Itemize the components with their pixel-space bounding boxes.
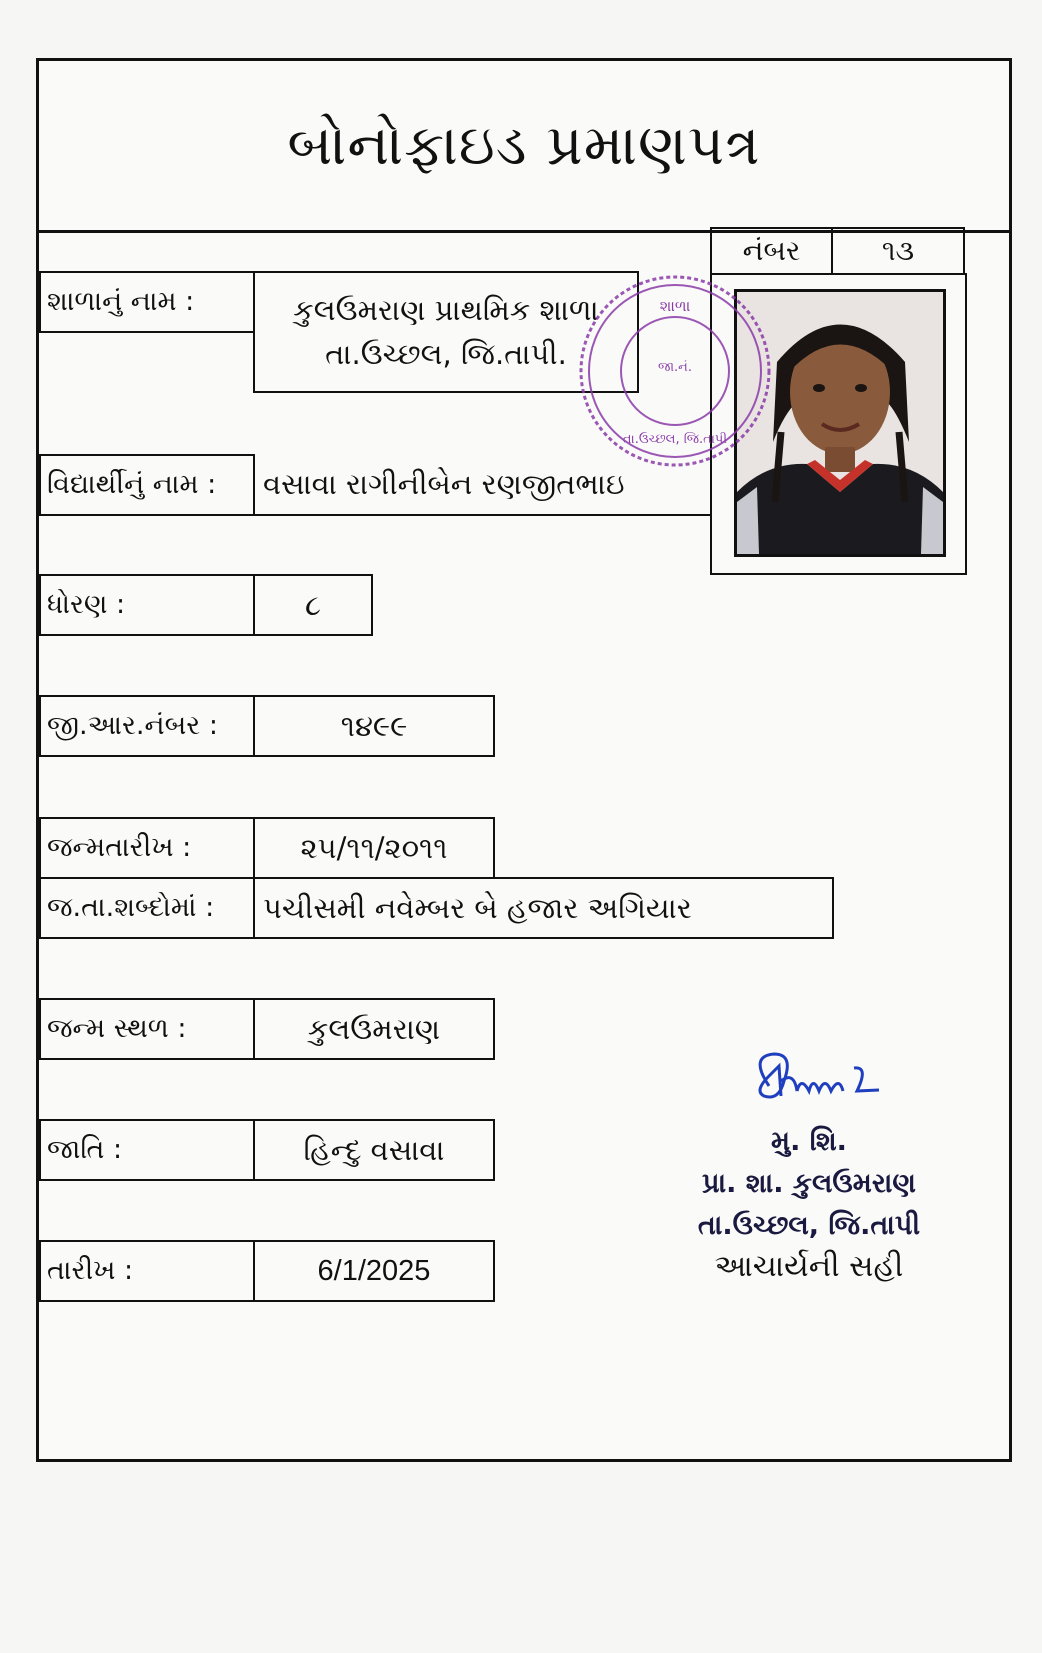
- date-value: 6/1/2025: [253, 1240, 495, 1302]
- standard-label: ધોરણ :: [39, 574, 255, 636]
- certificate-frame: [36, 58, 1012, 1462]
- birth-place-label: જન્મ સ્થળ :: [39, 998, 255, 1060]
- designation-line2: પ્રા. શા. કુલઉમરાણ: [702, 1168, 916, 1199]
- number-label: નંબર: [710, 227, 833, 275]
- school-name-line1: કુલઉમરાણ પ્રાથમિક શાળા: [293, 293, 599, 327]
- stamp-middle-text: જા.નં.: [657, 360, 693, 375]
- stamp-top-text: શાળા: [659, 297, 691, 315]
- student-name-value: વસાવા રાગીનીબેન રણજીતભાઇ: [253, 454, 712, 516]
- designation-line1: મુ. શિ.: [771, 1126, 847, 1157]
- student-name-label: વિદ્યાર્થીનું નામ :: [39, 454, 255, 516]
- signature-caption: આચાર્યની સહી: [714, 1249, 904, 1284]
- number-value: ૧૩: [831, 227, 965, 275]
- birth-date-value: ૨૫/૧૧/૨૦૧૧: [253, 817, 495, 879]
- gr-number-value: ૧૪૯૯: [253, 695, 495, 757]
- caste-value: હિન્દુ વસાવા: [253, 1119, 495, 1181]
- designation-line3: તા.ઉચ્છલ, જિ.તાપી: [697, 1210, 921, 1241]
- birth-date-label: જન્મતારીખ :: [39, 817, 255, 879]
- school-name-label: શાળાનું નામ :: [39, 271, 255, 333]
- principal-designation: [639, 1121, 979, 1247]
- school-stamp-icon: [575, 271, 775, 471]
- date-label: તારીખ :: [39, 1240, 255, 1302]
- certificate-title: બોનોફાઇડ પ્રમાણપત્ર: [39, 61, 1009, 233]
- stamp-bottom-text: તા.ઉચ્છલ, જિ.તાપી: [622, 432, 728, 447]
- birth-date-words-value: પચીસમી નવેમ્બર બે હજાર અગિયાર: [253, 877, 834, 939]
- gr-number-label: જી.આર.નંબર :: [39, 695, 255, 757]
- caste-label: જાતિ :: [39, 1119, 255, 1181]
- birth-place-value: કુલઉમરાણ: [253, 998, 495, 1060]
- birth-date-words-label: જ.તા.શબ્દોમાં :: [39, 877, 255, 939]
- school-name-line2: તા.ઉચ્છલ, જિ.તાપી.: [325, 337, 567, 371]
- principal-signature-icon: [739, 1046, 899, 1121]
- standard-value: ૮: [253, 574, 373, 636]
